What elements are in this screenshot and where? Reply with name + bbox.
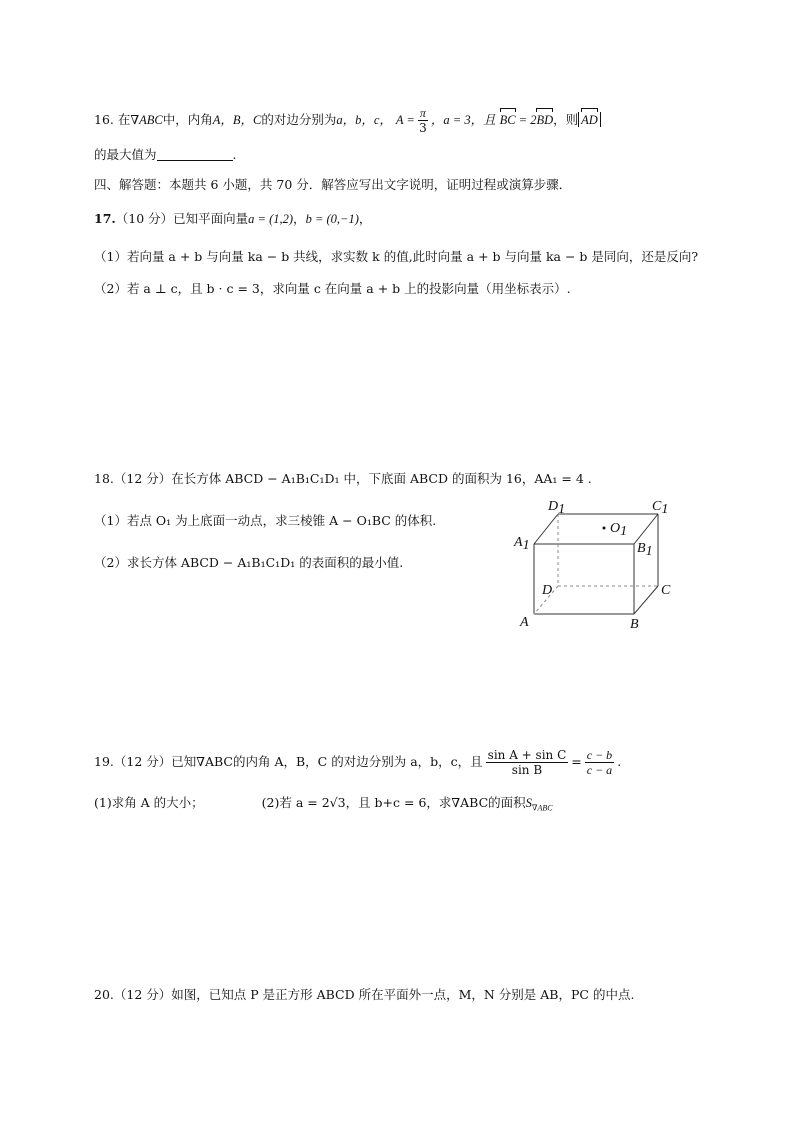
- q17-part1: （1）若向量 a + b 与向量 ka − b 共线，求实数 k 的值,此时向量 a + b 与向量 ka − b 是同向，还是反向?: [94, 249, 699, 264]
- q17-stem: 17.（10 分）已知平面向量a = (1,2)，b = (0,−1)，: [94, 211, 372, 226]
- q16-line2: 的最大值为 .: [94, 147, 237, 162]
- section-4-heading: 四、解答题：本题共 6 小题，共 70 分．解答应写出文字说明，证明过程或演算步骤．: [94, 177, 572, 192]
- vector-bd: BD: [536, 113, 554, 127]
- q18-part2: （2）求长方体 ABCD − A₁B₁C₁D₁ 的表面积的最小值.: [94, 555, 404, 570]
- q19-part1: (1)求角 A 的大小；: [94, 795, 204, 810]
- q19-stem: 19.（12 分）已知∇ABC的内角 A，B，C 的对边分别为 a，b，c，且 $\frac{\text{sin A + sin C}}{\text{sin B}}$ = $\frac{c - b}{c - a}$ .: [94, 748, 622, 777]
- label-c1: C1: [652, 499, 669, 517]
- label-a: A: [520, 615, 529, 630]
- label-o1: O1: [610, 521, 628, 539]
- fraction-pi-over-3: $\frac{\pi}{3}$: [419, 106, 427, 135]
- triangle-abc: ∇ABC: [130, 113, 163, 127]
- label-d: D: [542, 583, 553, 598]
- point-o1: [603, 527, 606, 530]
- label-d1: D1: [548, 499, 566, 517]
- label-b1: B1: [637, 541, 653, 559]
- fraction-sides: $\frac{c - b}{c - a}$: [586, 748, 613, 777]
- cuboid-figure: [508, 494, 688, 634]
- abs-vector-ad: AD: [578, 112, 601, 127]
- vector-bc: BC: [499, 113, 516, 127]
- fraction-sin: $\frac{\text{sin A + sin C}}{\text{sin B}}$: [487, 748, 567, 777]
- q18-part1: （1）若点 O₁ 为上底面一动点，求三棱锥 A − O₁BC 的体积.: [94, 513, 437, 528]
- answer-blank: [157, 148, 233, 161]
- label-a1: A1: [514, 535, 530, 553]
- q19-parts: (1)求角 A 的大小； (2)若 a = 2√3，且 b+c = 6，求∇ABC的面积$S_{\nabla ABC}$: [94, 795, 553, 813]
- label-c: C: [661, 583, 671, 598]
- q19-part2: (2)若 a = 2√3，且 b+c = 6，求∇ABC的面积: [261, 795, 526, 810]
- q20-stem: 20.（12 分）如图，已知点 P 是正方形 ABCD 所在平面外一点，M，N 分别是 AB，PC 的中点.: [94, 987, 635, 1002]
- q16-line1: 16. 在∇ABC中，内角A，B，C的对边分别为a，b，c， A = $\frac{\pi}{3}$ ，a = 3，且 BC = 2BD，则 AD: [94, 106, 601, 135]
- q18-stem: 18.（12 分）在长方体 ABCD − A₁B₁C₁D₁ 中，下底面 ABCD 的面积为 16，AA₁ = 4 .: [94, 471, 592, 486]
- label-b: B: [630, 617, 639, 632]
- q17-part2: （2）若 a ⊥ c，且 b · c = 3，求向量 c 在向量 a + b 上的投影向量（用坐标表示）.: [94, 281, 571, 296]
